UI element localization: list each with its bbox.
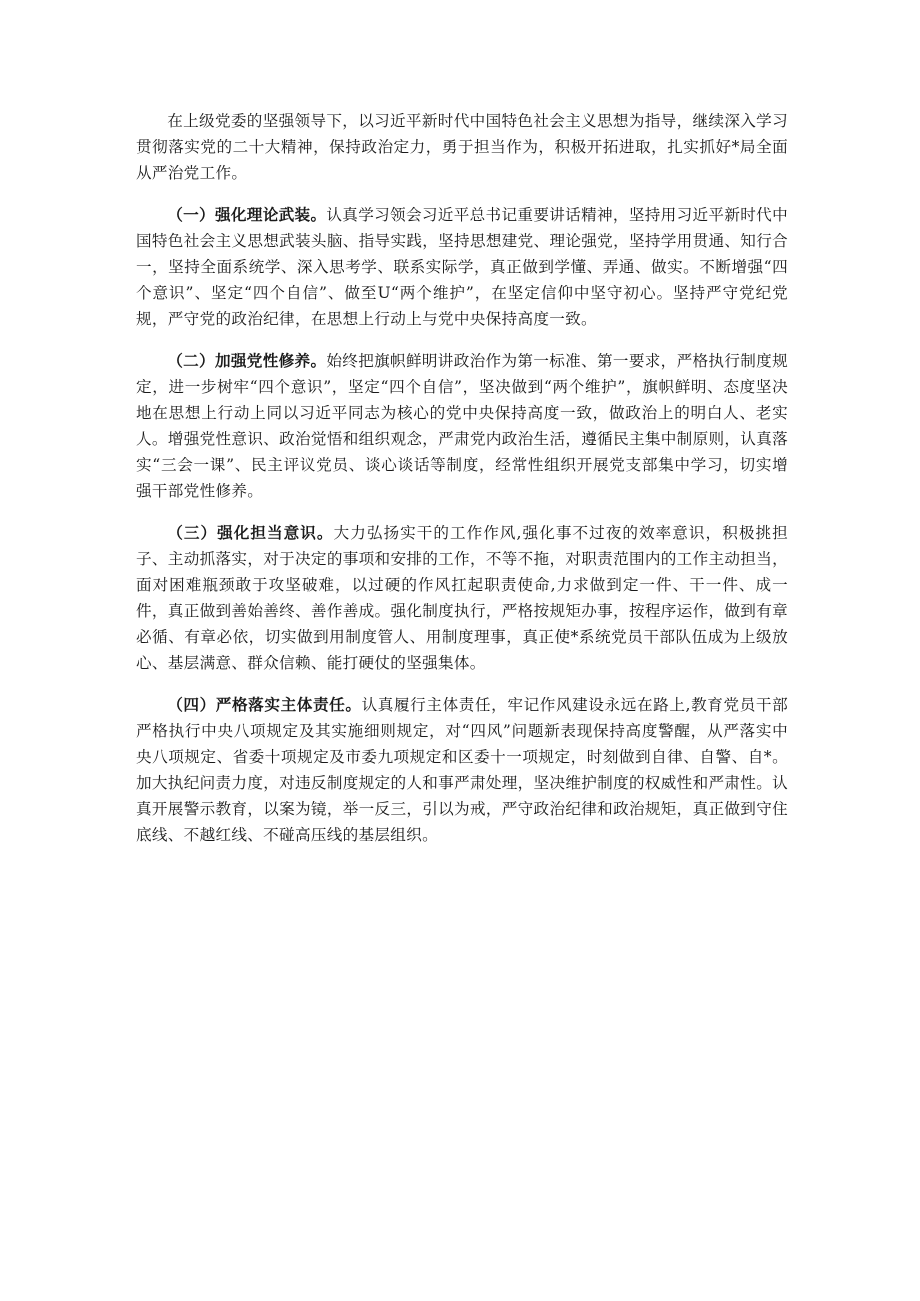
section-4-body: 认真履行主体责任，牢记作风建设永远在路上,教育党员干部严格执行中央八项规定及其实施细则规定，对“四风”问题新表现保持高度警醒，从严落实中央八项规定、省委十项规定及市委九项规定和区委十一项规定，时刻做到自律、自警、自*。加大执纪问责力度，对违反制度规定的人和事严肃处理，坚决维护制度的权威性和严肃性。认真开展警示教育，以案为镜，举一反三，引以为戒，严守政治纪律和政治规矩，真正做到守住底线、不越红线、不碰高压线的基层组织。: [136, 696, 788, 844]
document-page: [136, 108, 788, 864]
section-3-paragraph: [136, 520, 788, 676]
section-1-paragraph: [136, 202, 788, 332]
section-2-heading: （二）加强党性修养。: [167, 351, 327, 370]
section-1-body: 认真学习领会习近平总书记重要讲话精神，坚持用习近平新时代中国特色社会主义思想武装头脑、指导实践，坚持思想建党、理论强党，坚持学用贯通、知行合一，坚持全面系统学、深入思考学、联系实际学，真正做到学懂、弄通、做实。不断增强“四个意识”、坚定“四个自信”、做至U“两个维护”，在坚定信仰中坚守初心。坚持严守党纪党规，严守党的政治纪律，在思想上行动上与党中央保持高度一致。: [136, 206, 788, 328]
section-3-heading: （三）强化担当意识。: [167, 523, 334, 542]
section-4-heading: （四）严格落实主体责任。: [167, 695, 362, 714]
section-3-body: 大力弘扬实干的工作作风,强化事不过夜的效率意识，积极挑担子、主动抓落实，对于决定的事项和安排的工作，不等不拖，对职责范围内的工作主动担当，面对困难瓶颈敢于攻坚破难，以过硬的作风扛起职责使命,力求做到定一件、干一件、成一件，真正做到善始善终、善作善成。强化制度执行，严格按规矩办事，按程序运作，做到有章必循、有章必依，切实做到用制度管人、用制度理事，真正使*系统党员干部队伍成为上级放心、基层满意、群众信赖、能打硬仗的坚强集体。: [136, 524, 788, 672]
section-2-body: 始终把旗帜鲜明讲政治作为第一标准、第一要求，严格执行制度规定，进一步树牢“四个意识”，坚定“四个自信”，坚决做到“两个维护”，旗帜鲜明、态度坚决地在思想上行动上同以习近平同志为核心的党中央保持高度一致，做政治上的明白人、老实人。增强党性意识、政治觉悟和组织观念，严肃党内政治生活，遵循民主集中制原则，认真落实“三会一课”、民主评议党员、谈心谈话等制度，经常性组织开展党支部集中学习，切实增强干部党性修养。: [136, 352, 788, 500]
section-4-paragraph: [136, 692, 788, 848]
section-2-paragraph: [136, 348, 788, 504]
section-1-heading: （一）强化理论武装。: [167, 205, 327, 224]
intro-paragraph: 在上级党委的坚强领导下，以习近平新时代中国特色社会主义思想为指导，继续深入学习贯彻落实党的二十大精神，保持政治定力，勇于担当作为，积极开拓进取，扎实抓好*局全面从严治党工作。: [136, 112, 788, 182]
